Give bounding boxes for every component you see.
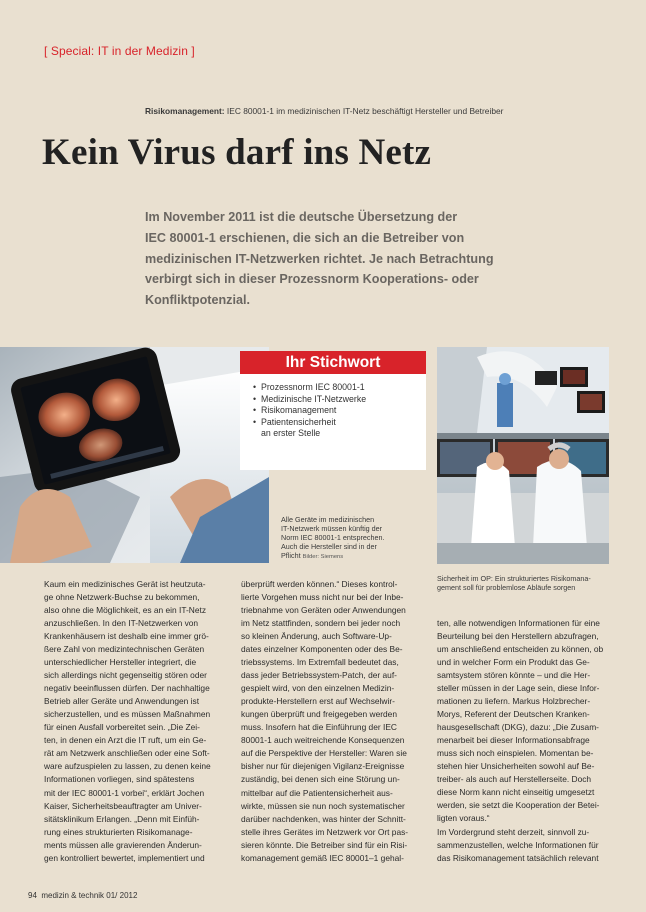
body-line: steller müssen in der Lage sein, diese Infor-: [437, 683, 600, 694]
body-line: Morys, Referent der Deutschen Kranken-: [437, 709, 590, 720]
body-line: treiber- als auch auf Herstellerseite. Doch: [437, 774, 592, 785]
body-line: negativ beeinflussen dürfen. Der nachhaltige: [44, 683, 210, 694]
caption-line: Alle Geräte im medizinischen: [281, 515, 375, 524]
body-line: 80001-1 auch weitreichende Konsequenzen: [241, 735, 405, 746]
body-line: ments müssen alle gravierenden Änderun-: [44, 839, 202, 850]
publication-name: medizin & technik 01/ 2012: [41, 891, 138, 900]
keyword-item: [253, 394, 423, 406]
body-line: komanagement gemäß IEC 80001–1 gehal-: [241, 852, 404, 863]
body-line: werden, sie setzt die Kooperation der Betei-: [437, 800, 600, 811]
body-line: stehen hier Unsicherheiten sowohl auf Be-: [437, 761, 595, 772]
body-line: kungen überprüft und freigegeben werden: [241, 709, 397, 720]
body-line: gen kontrolliert bewertet, implementiert und: [44, 852, 205, 863]
body-line: ten, alle notwendigen Informationen für eine: [437, 618, 600, 628]
body-line: um anschließend entscheiden zu können, ob: [437, 644, 604, 655]
body-line: und in welcher Form ein Produkt das Ge-: [437, 657, 590, 668]
kicker-label: Risikomanagement:: [145, 106, 225, 116]
lead-line: IEC 80001-1 erschienen, die sich an die Betreiber von: [145, 230, 465, 245]
body-line: so kleinen Änderung, auch Software-Up-: [241, 631, 392, 642]
tablet-illustration: [0, 347, 269, 563]
body-column-1: [44, 578, 211, 865]
page-number: 94: [28, 891, 37, 900]
keyword-item: [253, 417, 423, 440]
lead-line: medizinischen IT-Netzwerken richtet. Je nach Betrachtung: [145, 251, 494, 266]
body-line: darüber nachdenken, was hinter der Schnitt-: [241, 813, 406, 824]
body-column-3: [437, 617, 603, 865]
body-line: ten, in denen ein Arzt die IT ruft, um ein Ge-: [44, 735, 207, 746]
body-line: ligten voraus.“: [437, 813, 490, 824]
body-line: auf die Perspektive der Hersteller: Waren sie: [241, 748, 407, 759]
kicker-text: IEC 80001-1 im medizinischen IT-Netz beschäftigt Hersteller und Betreiber: [226, 106, 504, 116]
body-line: Krankenhäusern ist deshalb eine immer grö-: [44, 631, 209, 642]
body-line: lierte Vorgehen muss nicht nur bei der Inbe-: [241, 592, 404, 603]
headline: Kein Virus darf ins Netz: [42, 132, 432, 173]
body-line: dates einzelner Komponenten oder des Be-: [241, 644, 403, 655]
lead-line: Konfliktpotenzial.: [145, 293, 250, 308]
body-line: dass jeder Betriebssystem-Patch, der auf-: [241, 670, 397, 681]
caption-line: gement soll für problemlose Abläufe sorgen: [437, 583, 576, 593]
body-line: Beurteilung bei den Herstellern abzufragen,: [437, 631, 599, 642]
caption-line: Sicherheit im OP: Ein strukturiertes Risikomana-: [437, 574, 591, 583]
body-line: hausgesellschaft (DKG), dazu: „Die Zusam-: [437, 722, 599, 733]
section-tag: [ Special: IT in der Medizin ]: [44, 44, 195, 58]
body-line: also ohne die Möglichkeit, es an ein IT-Netz: [44, 605, 207, 616]
keyword-item-text: • Medizinische IT-Netzwerke: [261, 393, 367, 404]
keyword-item-text: • Patientensicherheit: [261, 416, 336, 427]
body-line: produkte-Herstellern erst auf Wechselwir-: [241, 696, 395, 707]
keyword-item-text: • Risikomanagement: [261, 405, 337, 416]
body-line: muss. Insofern hat die Einführung der IEC: [241, 722, 397, 733]
caption-line-text: Pflicht: [281, 551, 301, 561]
lead-line: verbirgt sich in dieser Prozessnorm Kooperations- oder: [145, 272, 479, 287]
keyword-box: [240, 351, 426, 470]
photo-credit: Bilder: Siemens: [302, 554, 344, 561]
body-line: stelle ihres Gerätes im Netzwerk vor Ort pas-: [241, 826, 409, 837]
body-line: mittelbar auf die Patientensicherheit aus-: [241, 787, 393, 798]
body-line: samtsystem stören könnte – und die Her-: [437, 670, 591, 681]
caption-line: Auch die Hersteller sind in der: [281, 542, 377, 552]
body-line: unterschiedlicher Hersteller integriert, die: [44, 657, 197, 668]
body-line: triebssystems. Im Extremfall bedeutet das,: [241, 657, 399, 668]
body-line: für einen Ausfall vorbereitet sein. „Die Zei-: [44, 722, 200, 733]
body-line: muss sich noch einspielen. Momentan be-: [437, 748, 594, 759]
keyword-list: [253, 382, 423, 440]
body-line: zuständig, bei denen sich eine Störung un-: [241, 774, 400, 785]
body-line: sich allerdings nicht gegenseitig stören oder: [44, 670, 207, 681]
body-line: Im Vordergrund steht derzeit, sinnvoll zu-: [437, 826, 590, 837]
body-line: Kaiser, Sicherheitsbeauftragter am Univer-: [44, 800, 202, 811]
caption-line: Norm IEC 80001-1 entsprechen.: [281, 533, 385, 543]
body-line: gespielt wird, von den einzelnen Medizin-: [241, 683, 395, 694]
body-line: sicherzustellen, und es müssen Maßnahmen: [44, 709, 211, 720]
body-line: sieren könnte. Die Betreiber sind für ein Risi-: [241, 839, 408, 850]
keyword-item-text: • Prozessnorm IEC 80001-1: [261, 382, 365, 392]
operating-room-photo: [437, 347, 609, 564]
body-line: im Netz stattfinden, sondern bei jeder noch: [241, 618, 401, 629]
page-footer: [28, 891, 137, 900]
body-line: rung eines strukturierten Risikomanage-: [44, 826, 193, 837]
kicker: [145, 106, 503, 116]
body-line: überprüft werden können.“ Dieses kontrol-: [241, 579, 398, 589]
body-line: bisher nur für diejenigen Vigilanz-Ereignisse: [241, 761, 405, 772]
body-line: sitätsklinikum Erlangen. „Denn mit Einfüh-: [44, 813, 200, 824]
body-line: sammenzustellen, welche Informationen für: [437, 839, 599, 850]
body-line: wirkte, müssen sie nun noch systematischer: [241, 800, 405, 811]
body-line: Kaum ein medizinisches Gerät ist heutzuta-: [44, 579, 206, 589]
body-line: mationen zu liefern. Markus Holzbrecher-: [437, 696, 591, 707]
body-line: Informationen vorliegen, sind spätestens: [44, 774, 195, 785]
body-line: Betrieb aller Geräte und Anwendungen ist: [44, 696, 200, 707]
body-line: triebnahme von Geräten oder Anwendungen: [241, 605, 406, 616]
body-line: das Risikomanagement tatsächlich relevant: [437, 852, 599, 863]
body-line: diese Norm kann nicht einseitig umgesetzt: [437, 787, 595, 798]
lead-paragraph: [145, 207, 494, 311]
body-line: anzuschließen. In den IT-Netzwerken von: [44, 618, 199, 629]
keyword-box-title: Ihr Stichwort: [240, 351, 426, 374]
keyword-item: [253, 382, 423, 394]
body-column-2: [241, 578, 408, 865]
body-line: menarbeit bei dieser Informationsabfrage: [437, 735, 590, 746]
caption-line: [281, 551, 384, 562]
operating-room-illustration: [437, 347, 609, 564]
or-photo-caption: [437, 574, 591, 592]
caption-line: IT-Netzwerk müssen künftig der: [281, 524, 383, 534]
body-line: mit der IEC 80001-1 vorbei“, erklärt Jochen: [44, 787, 205, 798]
body-line: ge ohne Netzwerk-Buchse zu bekommen,: [44, 592, 200, 603]
keyword-item: [253, 405, 423, 417]
body-line: ßere Zahl von medizintechnischen Geräten: [44, 644, 205, 655]
lead-line: Im November 2011 ist die deutsche Übersetzung der: [145, 210, 458, 224]
tablet-photo: [0, 347, 269, 563]
keyword-item-text: an erster Stelle: [261, 428, 321, 439]
body-line: rät am Netzwerk anschließen oder eine Soft-: [44, 748, 210, 759]
body-line: ware aufzuspielen zu lassen, zu denen keine: [44, 761, 211, 772]
tablet-photo-caption: [281, 515, 384, 562]
